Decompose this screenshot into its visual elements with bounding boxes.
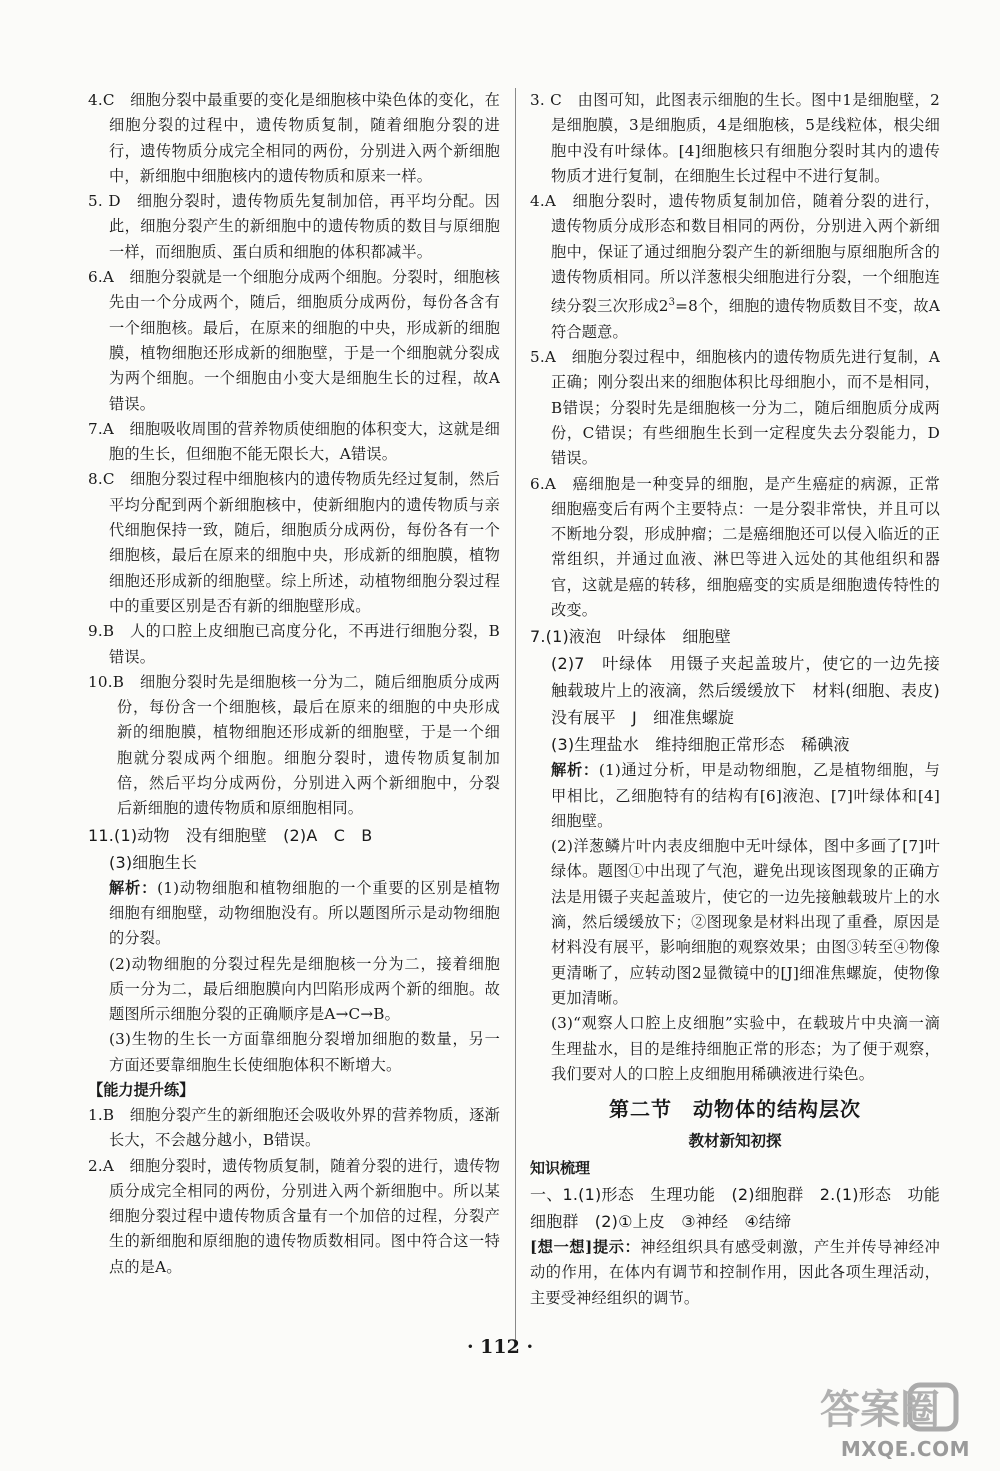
ability-answer-5: 5.A 细胞分裂过程中，细胞核内的遗传物质先进行复制，A正确；刚分裂出来的细胞体积比母细胞小，而不是相同，B错误；分裂时先是细胞核一分为二，随后细胞质分成两份，C错误；有些细胞生长到一定程度失去分裂能力，D错误。 <box>530 348 940 468</box>
ability-answer-6: 6.A 癌细胞是一种变异的细胞，是产生癌症的病源，正常细胞癌变后有两个主要特点：一是分裂非常快，并且可以不断地分裂，形成肿瘤；二是癌细胞还可以侵入临近的正常组织，并通过血液、淋巴等进入远处的其他组织和器官，这就是癌的转移，细胞癌变的实质是细胞遗传特性的改变。 <box>530 474 940 619</box>
answer-11-analysis-2: (2)动物细胞的分裂过程先是细胞核一分为二，接着细胞质一分为二，最后细胞膜向内凹陷形成两个新的细胞。故题图所示细胞分裂的正确顺序是A→C→B。 <box>109 954 500 1024</box>
knowledge-line: 一、1.(1)形态 生理功能 (2)细胞群 2.(1)形态 功能 细胞群 (2)①上皮 ③神经 ④结缔 <box>530 1185 957 1232</box>
page-number: · 112 · <box>466 1336 534 1358</box>
analysis-label: 解析： <box>109 878 158 897</box>
analysis-label: 解析： <box>551 761 599 780</box>
section-label-ability: 【能力提升练】 <box>88 1080 195 1099</box>
answer-11-part3: (3)细胞生长 <box>109 852 198 872</box>
ability-answer-7-2: (2)7 叶绿体 用镊子夹起盖玻片，使它的一边先接触载玻片上的液滴，然后缓缓放下 材料(细胞、表皮)没有展平 J 细准焦螺旋 <box>551 654 940 728</box>
left-column <box>88 88 500 1280</box>
ability-answer-7-analysis-2: (2)洋葱鳞片叶内表皮细胞中无叶绿体，图中多画了[7]叶绿体。题图①中出现了气泡，避免出现该图现象的正确方法是用镊子夹起盖玻片，使它的一边先接触载玻片上的水滴，然后缓缓放下；②图现象是材料出现了重叠，原因是材料没有展平，影响细胞的观察效果；由图③转至④物像更清晰了，应转动图2显微镜中的[J]细准焦螺旋，使物像更加清晰。 <box>551 837 940 1007</box>
ability-answer-7-1: 7.(1)液泡 叶绿体 细胞壁 <box>530 627 731 647</box>
watermark-text: MXQE.COM <box>840 1437 970 1461</box>
knowledge-label: 知识梳理 <box>530 1159 591 1178</box>
exponent: 3 <box>668 297 676 309</box>
answer-6: 6.A 细胞分裂就是一个细胞分成两个细胞。分裂时，细胞核先由一个分成两个，随后，细胞质分成两份，每份各含有一个细胞核。最后，在原来的细胞的中央，形成新的细胞膜，植物细胞还形成新的细胞壁，于是一个细胞就分裂成为两个细胞。一个细胞由小变大是细胞生长的过程，故A错误。 <box>88 268 500 413</box>
watermark-logo <box>814 1379 964 1435</box>
answer-11-analysis-1: 解析：(1)动物细胞和植物细胞的一个重要的区别是植物细胞有细胞壁，动物细胞没有。所以题图所示是动物细胞的分裂。 <box>109 878 500 948</box>
answer-4: 4.C 细胞分裂中最重要的变化是细胞核中染色体的变化，在细胞分裂的过程中，遗传物质复制，随着细胞分裂的进行，遗传物质分成完全相同的两份，分别进入两个新细胞中，新细胞中细胞核内的遗传物质和原来一样。 <box>88 91 500 185</box>
answer-9: 9.B 人的口腔上皮细胞已高度分化，不再进行细胞分裂，B错误。 <box>88 622 500 666</box>
ability-answer-7-analysis-1: 解析：(1)通过分析，甲是动物细胞，乙是植物细胞，与甲相比，乙细胞特有的结构有[6]液泡、[7]叶绿体和[4]细胞壁。 <box>551 761 940 830</box>
ability-answer-4: 4.A 细胞分裂时，遗传物质复制加倍，随着分裂的进行，遗传物质分成形态和数目相同的两份，分别进入两个新细胞中，保证了通过细胞分裂产生的新细胞与原细胞所含的遗传物质相同。所以洋葱根尖细胞进行分裂，一个细胞连续分裂三次形成$2^3=8$个，细胞的遗传物质数目不变，故A符合题意。 <box>530 192 940 341</box>
answer-7: 7.A 细胞吸收周围的营养物质使细胞的体积变大，这就是细胞的生长，但细胞不能无限长大，A错误。 <box>88 419 500 464</box>
answer-11-analysis-3: (3)生物的生长一方面靠细胞分裂增加细胞的数量，另一方面还要靠细胞生长使细胞体积不断增大。 <box>109 1030 500 1074</box>
column-divider <box>515 88 516 1343</box>
ability-answer-1: 1.B 细胞分裂产生的新细胞还会吸收外界的营养物质，逐渐长大，不会越分越小，B错误。 <box>88 1105 500 1150</box>
think-label: [想一想] <box>530 1238 593 1257</box>
right-column <box>530 88 957 1311</box>
section-title: 第二节 动物体的结构层次 <box>609 1097 861 1122</box>
think-tip: [想一想]提示：神经组织具有感受刺激，产生并传导神经冲动的作用，在体内有调节和控制作用，因此各项生理活动，主要受神经组织的调节。 <box>530 1238 940 1307</box>
ability-answer-7-analysis-3: (3)“观察人口腔上皮细胞”实验中，在载玻片中央滴一滴生理盐水，目的是维持细胞正常的形态；为了便于观察，我们要对人的口腔上皮细胞用稀碘液进行染色。 <box>551 1014 940 1083</box>
answer-8: 8.C 细胞分裂过程中细胞核内的遗传物质先经过复制，然后平均分配到两个新细胞核中，使新细胞内的遗传物质与亲代细胞保持一致，随后，细胞质分成两份，每份各有一个细胞核，最后在原来的细胞中央，形成新的细胞膜，植物细胞还形成新的细胞壁。综上所述，动植物细胞分裂过程中的重要区别是否有新的细胞壁形成。 <box>88 470 500 615</box>
ability-answer-3: 3. C 由图可知，此图表示细胞的生长。图中1是细胞壁，2是细胞膜，3是细胞质，4是细胞核，5是线粒体，根尖细胞中没有叶绿体。[4]细胞核只有细胞分裂时其内的遗传物质才进行复制，在细胞生长过程中不进行复制。 <box>530 91 940 185</box>
answer-5: 5. D 细胞分裂时，遗传物质先复制加倍，再平均分配。因此，细胞分裂产生的新细胞中的遗传物质的数目与原细胞一样，而细胞质、蛋白质和细胞的体积都减半。 <box>88 192 500 261</box>
ability-answer-7-3: (3)生理盐水 维持细胞正常形态 稀碘液 <box>551 735 850 755</box>
tip-label: 提示： <box>592 1238 641 1257</box>
section-subtitle: 教材新知初探 <box>688 1132 782 1151</box>
watermark-logo-text: 答案圈 <box>820 1387 940 1433</box>
answer-11-head: 11.(1)动物 没有细胞壁 (2)A C B <box>88 825 373 845</box>
answer-10: 10.B 细胞分裂时先是细胞核一分为二，随后细胞质分成两份，每份含一个细胞核，最后在原来的细胞的中央形成新的细胞膜，植物细胞还形成新的细胞壁，于是一个细胞就分裂成两个细胞。细胞分裂时，遗传物质复制加倍，然后平均分成两份，分别进入两个新细胞中，分裂后新细胞的遗传物质和原细胞相同。 <box>88 672 500 818</box>
ability-answer-2: 2.A 细胞分裂时，遗传物质复制，随着分裂的进行，遗传物质分成完全相同的两份，分别进入两个新细胞中。所以某细胞分裂过程中遗传物质含量有一个加倍的过程，分裂产生的新细胞和原细胞的遗传物质数相同。图中符合这一特点的是A。 <box>88 1156 500 1276</box>
